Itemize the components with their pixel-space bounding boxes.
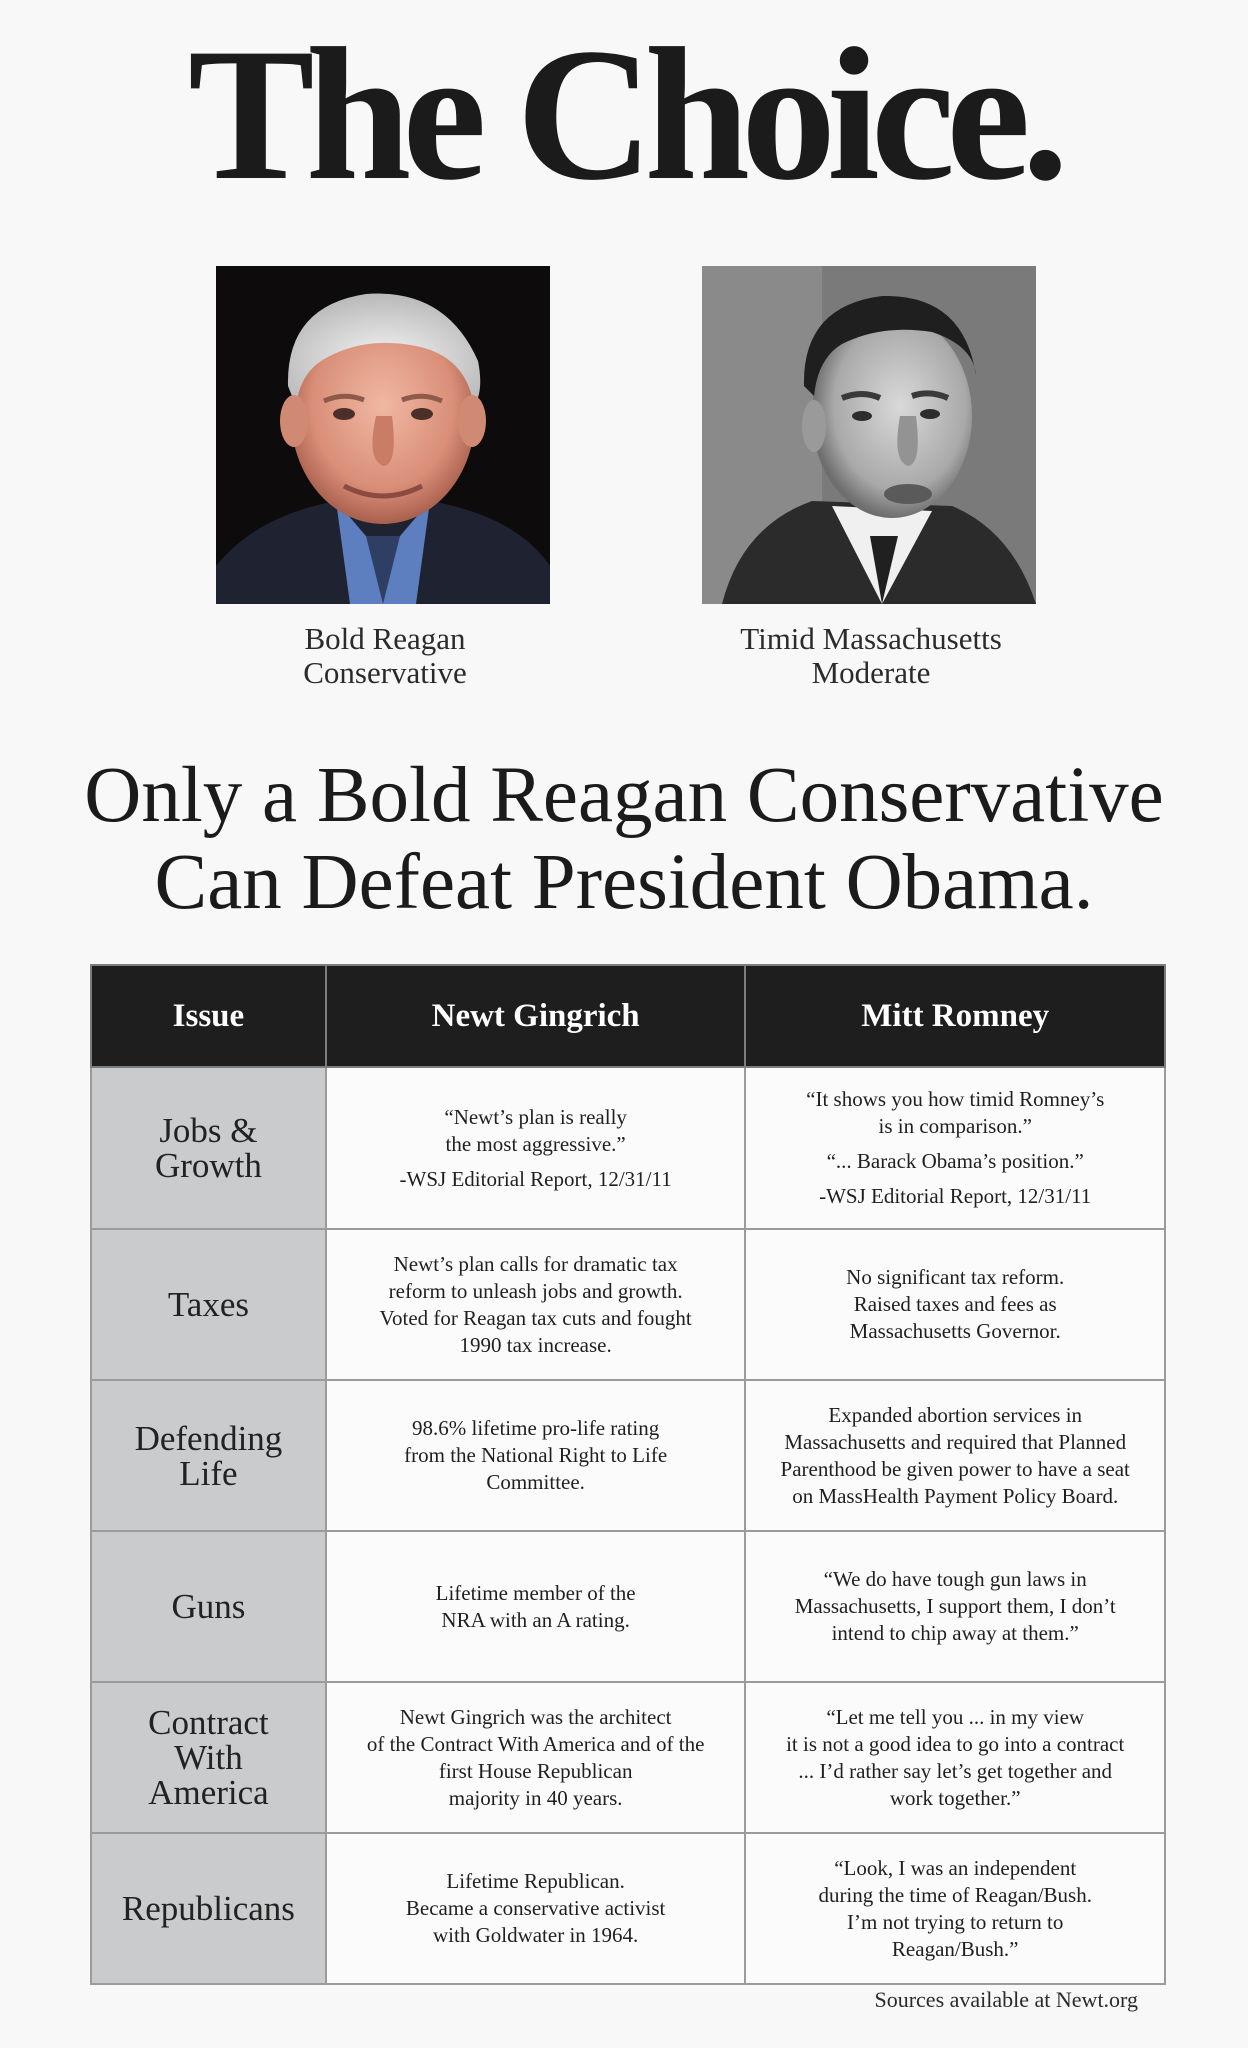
cell-line: Republicans xyxy=(121,1889,295,1928)
gingrich-caption xyxy=(175,622,595,690)
cell-line: “Look, I was an independent xyxy=(834,1855,1077,1880)
table-body xyxy=(91,1067,1165,1984)
line-gap xyxy=(756,1175,1154,1183)
cell-line: with Goldwater in 1964. xyxy=(432,1923,639,1947)
header-issue: Issue xyxy=(91,965,326,1067)
table-row xyxy=(91,1067,1165,1229)
subheadline-line: Can Defeat President Obama. xyxy=(154,839,1094,926)
romney-cell xyxy=(745,1380,1165,1531)
cell-line: Expanded abortion services in xyxy=(828,1402,1083,1427)
cell-line: from the National Right to Life xyxy=(404,1443,668,1467)
cell-line: on MassHealth Payment Policy Board. xyxy=(792,1483,1119,1508)
cell-line: Massachusetts and required that Planned xyxy=(784,1429,1127,1454)
cell-line: With xyxy=(174,1738,243,1777)
cell-line: Became a conservative activist xyxy=(405,1896,666,1920)
gingrich-cell xyxy=(326,1229,746,1380)
issue-cell xyxy=(91,1531,326,1682)
cell-line: America xyxy=(148,1773,269,1812)
header-mitt-romney: Mitt Romney xyxy=(745,965,1165,1067)
cell-line: -WSJ Editorial Report, 12/31/11 xyxy=(399,1166,672,1191)
cell-line: No significant tax reform. xyxy=(846,1265,1065,1289)
cell-line: 98.6% lifetime pro-life rating xyxy=(412,1416,660,1440)
table-row xyxy=(91,1380,1165,1531)
issue-cell xyxy=(91,1682,326,1833)
cell-line: first House Republican xyxy=(438,1758,633,1783)
gingrich-cell xyxy=(326,1531,746,1682)
romney-cell xyxy=(745,1833,1165,1984)
issue-cell xyxy=(91,1067,326,1229)
cell-line: “Newt’s plan is really xyxy=(444,1104,627,1129)
cell-line: “We do have tough gun laws in xyxy=(823,1567,1087,1591)
romney-photo xyxy=(702,266,1036,604)
cell-line: Contract xyxy=(148,1703,269,1742)
gingrich-cell xyxy=(326,1833,746,1984)
cell-line: NRA with an A rating. xyxy=(441,1607,630,1632)
comparison-table xyxy=(90,964,1166,1985)
cell-line: Taxes xyxy=(167,1285,249,1324)
line-gap xyxy=(337,1158,735,1166)
cell-line: Raised taxes and fees as xyxy=(853,1292,1057,1316)
cell-line: reform to unleash jobs and growth. xyxy=(388,1278,683,1303)
cell-line: of the Contract With America and of the xyxy=(366,1731,705,1756)
headline: The Choice. xyxy=(187,10,1061,220)
romney-cell xyxy=(745,1682,1165,1833)
subheadline-line: Only a Bold Reagan Conservative xyxy=(84,752,1164,839)
cell-line: I’m not trying to return to xyxy=(847,1909,1064,1934)
cell-line: Newt’s plan calls for dramatic tax xyxy=(393,1251,678,1276)
cell-line: Jobs & xyxy=(159,1111,258,1150)
table-row xyxy=(91,1531,1165,1682)
cell-line: intend to chip away at them.” xyxy=(831,1621,1079,1645)
gingrich-cell xyxy=(326,1682,746,1833)
table-row xyxy=(91,1229,1165,1380)
header-newt-gingrich: Newt Gingrich xyxy=(326,965,746,1067)
cell-line: Newt Gingrich was the architect xyxy=(399,1704,672,1729)
issue-cell xyxy=(91,1380,326,1531)
cell-line: Committee. xyxy=(486,1470,585,1494)
issue-cell xyxy=(91,1229,326,1380)
romney-caption xyxy=(661,622,1081,690)
caption-line: Conservative xyxy=(303,655,467,690)
gingrich-cell xyxy=(326,1380,746,1531)
cell-line: during the time of Reagan/Bush. xyxy=(818,1882,1092,1907)
issue-cell xyxy=(91,1833,326,1984)
cell-line: Parenthood be given power to have a seat xyxy=(780,1456,1130,1481)
table-row xyxy=(91,1682,1165,1833)
subheadline xyxy=(0,752,1248,926)
romney-cell xyxy=(745,1067,1165,1229)
cell-line: “It shows you how timid Romney’s xyxy=(806,1087,1105,1111)
cell-line: Defending xyxy=(134,1418,283,1458)
cell-line: the most aggressive.” xyxy=(445,1131,626,1156)
portrait-gingrich-icon xyxy=(216,266,550,604)
cell-line: majority in 40 years. xyxy=(448,1785,623,1810)
cell-line: Reagan/Bush.” xyxy=(891,1936,1019,1961)
cell-line: it is not a good idea to go into a contract xyxy=(786,1731,1125,1756)
sources-footnote: Sources available at Newt.org xyxy=(874,1987,1138,2012)
cell-line: work together.” xyxy=(889,1785,1021,1810)
caption-line: Timid Massachusetts xyxy=(740,621,1002,656)
portrait-romney-icon xyxy=(702,266,1036,604)
gingrich-cell xyxy=(326,1067,746,1229)
cell-line: Massachusetts, I support them, I don’t xyxy=(794,1594,1116,1618)
cell-line: Life xyxy=(179,1453,238,1493)
romney-cell xyxy=(745,1229,1165,1380)
table-row xyxy=(91,1833,1165,1984)
cell-line: Lifetime Republican. xyxy=(446,1869,625,1893)
table-header-row xyxy=(91,965,1165,1067)
caption-line: Moderate xyxy=(811,655,931,690)
romney-cell xyxy=(745,1531,1165,1682)
cell-line: “... Barack Obama’s position.” xyxy=(826,1149,1084,1173)
cell-line: -WSJ Editorial Report, 12/31/11 xyxy=(819,1184,1092,1208)
cell-line: Growth xyxy=(154,1146,262,1185)
cell-line: 1990 tax increase. xyxy=(459,1332,612,1357)
cell-line: “Let me tell you ... in my view xyxy=(826,1704,1085,1729)
cell-line: Voted for Reagan tax cuts and fought xyxy=(379,1305,692,1330)
cell-line: Lifetime member of the xyxy=(435,1580,636,1605)
cell-line: is in comparison.” xyxy=(878,1114,1032,1138)
line-gap xyxy=(756,1140,1154,1148)
cell-line: Massachusetts Governor. xyxy=(849,1319,1061,1343)
caption-line: Bold Reagan xyxy=(304,621,466,656)
cell-line: Guns xyxy=(171,1587,246,1626)
gingrich-photo xyxy=(216,266,550,604)
cell-line: ... I’d rather say let’s get together and xyxy=(798,1758,1113,1783)
